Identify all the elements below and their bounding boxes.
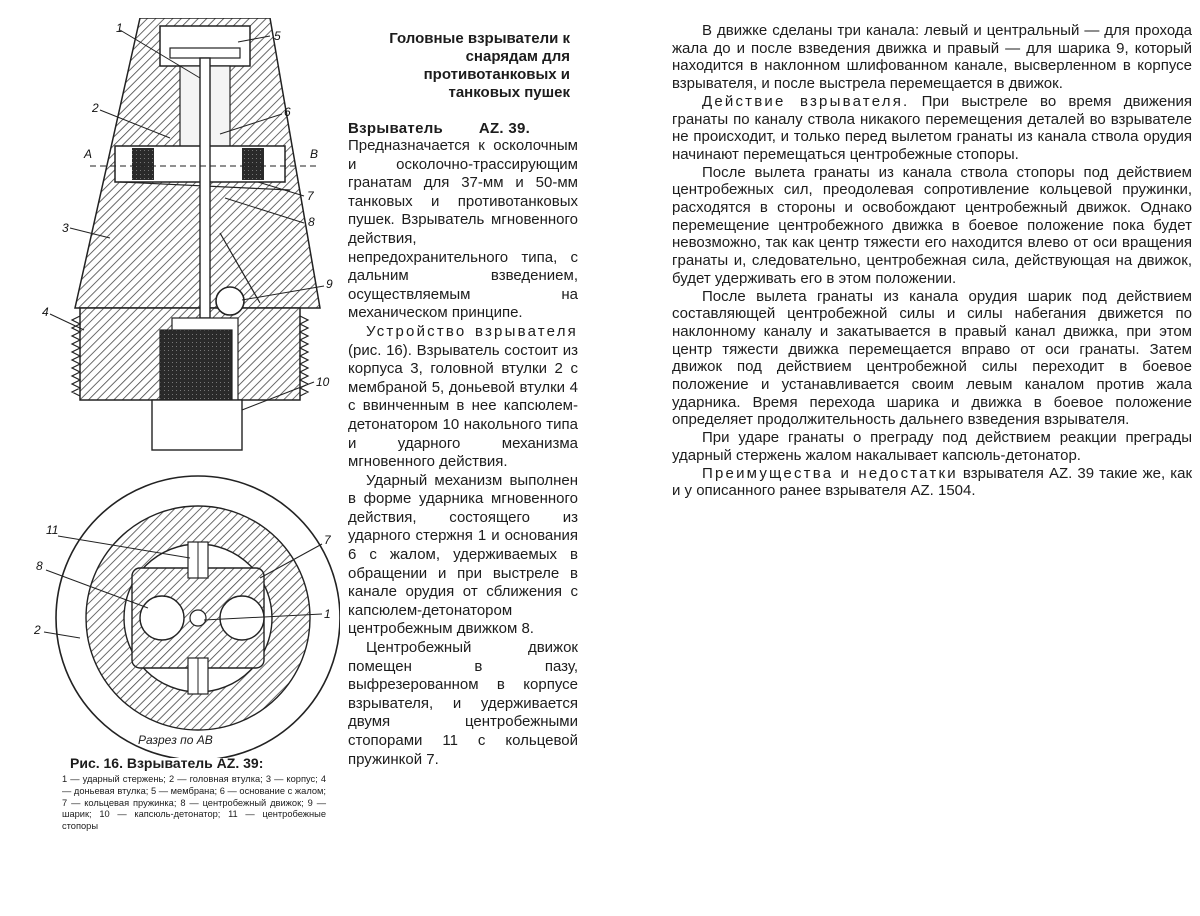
svg-text:7: 7 [324,533,331,547]
section-label: Разрез по АВ [138,733,213,747]
svg-text:3: 3 [62,221,69,235]
svg-text:1: 1 [116,21,123,35]
paragraph-impact: При ударе гранаты о преграду под действием реакции преграды ударный стержень жалом накалывает капсюль-детонатор. [672,429,1192,464]
svg-text:2: 2 [34,623,41,637]
svg-text:2: 2 [92,101,99,115]
svg-text:1: 1 [324,607,331,621]
svg-text:6: 6 [284,105,291,119]
section-heading: Головные взрыватели к снарядам для противотанковых и танковых пушек [389,30,570,101]
paragraph-advantages [672,465,1192,500]
svg-text:5: 5 [274,29,281,43]
svg-text:7: 7 [307,189,314,203]
right-page [648,0,1200,700]
left-column [348,30,578,769]
fuze-title [348,120,578,137]
svg-text:В: В [310,147,319,161]
svg-text:11: 11 [46,523,59,537]
paragraph-purpose: Предназначается к осколочным и осколочно-трассирующим гранатам для 37-мм и 50-мм танковых и противотанковых пушек. Взрыватель мгновенного действия, непредохранительного типа, с дальним взведением, осуществляемым на механическом принципе. [348,137,578,322]
cross-section-ab [56,476,340,758]
fuze-label: Взрыватель [348,120,444,137]
design-heading: Устройство взрывателя [366,322,578,340]
advantages-heading: Преимущества и недостатки [702,464,958,482]
svg-text:8: 8 [36,559,43,573]
right-column [672,22,1192,500]
figure-16 [20,18,340,778]
paragraph-slider: Центробежный движок помещен в пазу, выфрезерованном в корпусе взрывателя, и удерживается двумя центробежными стопорами 11 с кольцевой пружинкой 7. [348,639,578,768]
paragraph-design [348,323,578,472]
svg-text:10: 10 [316,375,330,389]
action-heading: Действие взрывателя. [702,92,910,110]
design-text: (рис. 16). Взрыватель состоит из корпуса 3, головной втулки 2 с мембраной 5, доньевой втулки 4 с ввинченным в нее капсюлем-детонатором 10 накольного типа и ударного механизма мгновенного действия. [348,341,578,471]
paragraph-ball: После вылета гранаты из канала орудия шарик под действием составляющей центробежной силы и силы набегания движется по наклонному каналу и закатывается в правый канал движка, при этом центр тяжести движка перемещается вправо от оси гранаты. Затем движок под действием центробежной силы переходит в боевое положение и устанавливается своим левым каналом против жала ударника. Время перехода шарика и движка в боевое положение определяет продолжительность дальнего взведения взрывателя. [672,287,1192,429]
paragraph-after-exit: После вылета гранаты из канала ствола стопоры под действием центробежных сил, преодолевая сопротивление кольцевой пружинки, расходятся в стороны и освобождают центробежный движок. Однако перемещение центробежного движка в боевое положение пока будет невозможно, так как центр тяжести его находится влево от оси вращения гранаты и, следовательно, центробежная сила, действующая на движок, будет удерживать его в этом положении. [672,163,1192,287]
advantages-text: взрывателя AZ. 39 такие же, как и у описанного ранее взрывателя AZ. 1504. [672,464,1193,500]
paragraph-striker: Ударный механизм выполнен в форме ударника мгновенного действия, состоящего из ударного стержня 1 и основания 6 с жалом, удерживаемых в обращении и при выстреле в канале орудия от сближения с капсюлем-детонатором центробежным движком 8. [348,471,578,638]
svg-text:4: 4 [42,305,49,319]
figure-legend: 1 — ударный стержень; 2 — головная втулка; 3 — корпус; 4 — доньевая втулка; 5 — мембрана; 6 — основание с жалом; 7 — кольцевая пружинка; 8 — центробежный движок; 9 — шарик; 10 — капсюль-детонатор; 11 — центробежные стопоры [62,774,326,832]
fuze-drawing [20,18,340,758]
fuze-model: AZ. 39. [478,120,531,137]
longitudinal-section [72,18,320,450]
svg-text:9: 9 [326,277,333,291]
paragraph-channels: В движке сделаны три канала: левый и центральный — для прохода жала до и после взведения движка и правый — для шарика 9, который находится в наклонном шлифованном канале, высверленном в корпусе взрывателя, и после выстрела перемещается в движок. [672,22,1192,93]
svg-text:8: 8 [308,215,315,229]
action-text: При выстреле во время движения гранаты по каналу ствола никакого перемещения деталей во взрывателе не происходит, и только перед вылетом гранаты из канала ствола орудия начинают перемещаться центробежные стопоры. [672,92,1192,163]
paragraph-action [672,93,1192,164]
left-page [0,0,600,852]
figure-caption: Рис. 16. Взрыватель AZ. 39: [70,755,264,771]
svg-text:А: А [84,147,93,161]
